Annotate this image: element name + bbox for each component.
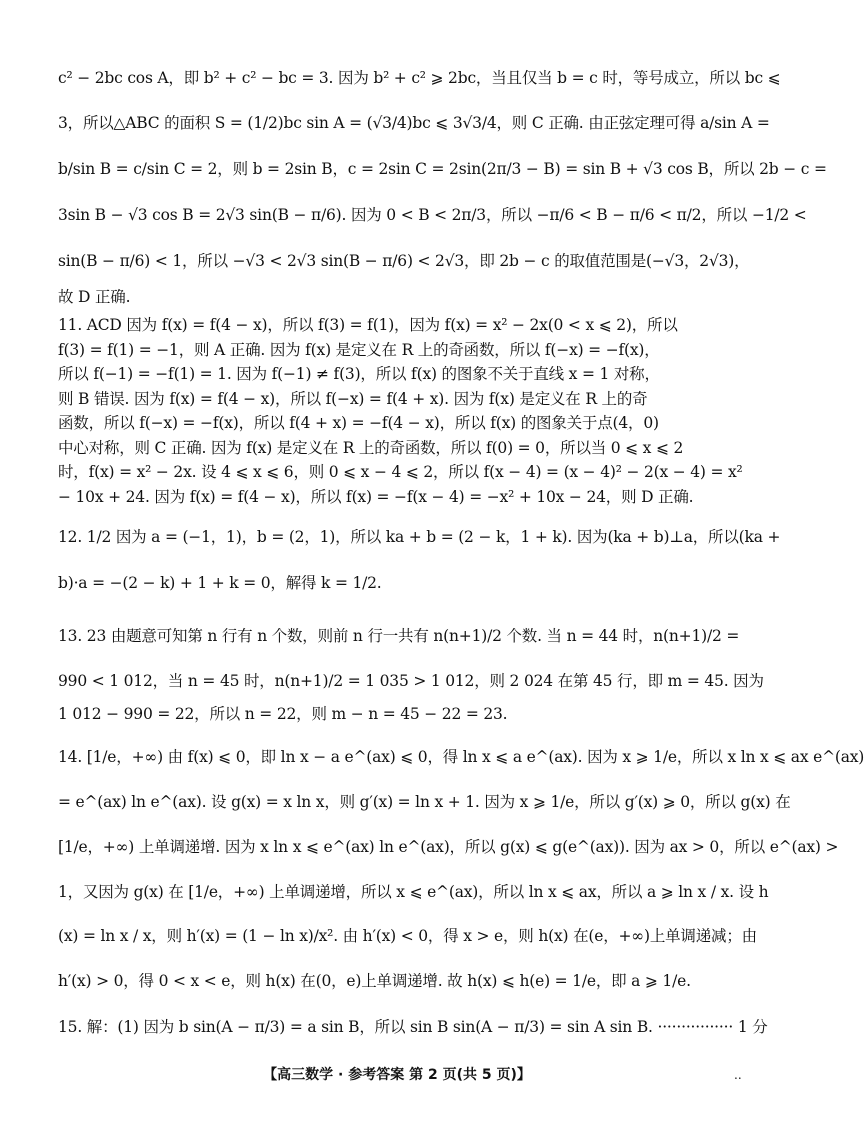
text-line: b)·a = −(2 − k) + 1 + k = 0，解得 k = 1/2.: [58, 574, 382, 592]
text-line: 3，所以△ABC 的面积 S = (1/2)bc sin A = (√3/4)bc ⩽ 3√3/4，则 C 正确. 由正弦定理可得 a/sin A =: [58, 114, 770, 132]
text-line: 14. [1/e，+∞) 由 f(x) ⩽ 0，即 ln x − a e^(ax) ⩽ 0，得 ln x ⩽ a e^(ax). 因为 x ⩾ 1/e，所以 x ln x ⩽ ax e^(ax): [58, 748, 864, 766]
text-line: (x) = ln x / x，则 h′(x) = (1 − ln x)/x². 由 h′(x) < 0，得 x > e，则 h(x) 在(e，+∞)上单调递减；由: [58, 927, 757, 945]
text-line: 所以 f(−1) = −f(1) = 1. 因为 f(−1) ≠ f(3)，所以 f(x) 的图象不关于直线 x = 1 对称，: [58, 365, 660, 383]
text-line: 故 D 正确.: [58, 288, 131, 306]
text-line: 990 < 1 012，当 n = 45 时，n(n+1)/2 = 1 035 > 1 012，则 2 024 在第 45 行，即 m = 45. 因为: [58, 672, 764, 690]
text-line: − 10x + 24. 因为 f(x) = f(4 − x)，所以 f(x) = −f(x − 4) = −x² + 10x − 24，则 D 正确.: [58, 488, 694, 506]
text-line: h′(x) > 0，得 0 < x < e，则 h(x) 在(0，e)上单调递增. 故 h(x) ⩽ h(e) = 1/e，即 a ⩾ 1/e.: [58, 972, 691, 990]
text-line: [1/e，+∞) 上单调递增. 因为 x ln x ⩽ e^(ax) ln e^(ax)，所以 g(x) ⩽ g(e^(ax)). 因为 ax > 0，所以 e^(ax) >: [58, 838, 839, 856]
text-line: = e^(ax) ln e^(ax). 设 g(x) = x ln x，则 g′(x) = ln x + 1. 因为 x ⩾ 1/e，所以 g′(x) ⩾ 0，所以 g(x) 在: [58, 793, 791, 811]
text-line: sin(B − π/6) < 1，所以 −√3 < 2√3 sin(B − π/6) < 2√3，即 2b − c 的取值范围是(−√3，2√3)，: [58, 252, 750, 270]
text-line: c² − 2bc cos A，即 b² + c² − bc = 3. 因为 b² + c² ⩾ 2bc，当且仅当 b = c 时，等号成立，所以 bc ⩽: [58, 69, 781, 87]
text-line: 3sin B − √3 cos B = 2√3 sin(B − π/6). 因为 0 < B < 2π/3，所以 −π/6 < B − π/6 < π/2，所以 −1/2 <: [58, 206, 807, 224]
text-line: b/sin B = c/sin C = 2，则 b = 2sin B，c = 2sin C = 2sin(2π/3 − B) = sin B + √3 cos B，所以 2b − c =: [58, 160, 827, 178]
page-mark: ..: [734, 1068, 742, 1082]
text-line: 中心对称，则 C 正确. 因为 f(x) 是定义在 R 上的奇函数，所以 f(0) = 0，所以当 0 ⩽ x ⩽ 2: [58, 439, 684, 457]
text-line: 1 012 − 990 = 22，所以 n = 22，则 m − n = 45 − 22 = 23.: [58, 705, 508, 723]
text-line: 12. 1/2 因为 a = (−1，1)，b = (2，1)，所以 ka + b = (2 − k，1 + k). 因为(ka + b)⊥a，所以(ka +: [58, 528, 781, 546]
text-line: 11. ACD 因为 f(x) = f(4 − x)，所以 f(3) = f(1)，因为 f(x) = x² − 2x(0 < x ⩽ 2)，所以: [58, 316, 678, 334]
text-line: 时，f(x) = x² − 2x. 设 4 ⩽ x ⩽ 6，则 0 ⩽ x − 4 ⩽ 2，所以 f(x − 4) = (x − 4)² − 2(x − 4) = x²: [58, 463, 743, 481]
text-line: 函数，所以 f(−x) = −f(x)，所以 f(4 + x) = −f(4 − x)，所以 f(x) 的图象关于点(4，0): [58, 414, 659, 432]
text-line: 15. 解：(1) 因为 b sin(A − π/3) = a sin B，所以 sin B sin(A − π/3) = sin A sin B. ················ 1 分: [58, 1018, 768, 1036]
page-footer: 【高三数学 · 参考答案 第 2 页(共 5 页)】: [263, 1067, 531, 1083]
text-line: 则 B 错误. 因为 f(x) = f(4 − x)，所以 f(−x) = f(4 + x). 因为 f(x) 是定义在 R 上的奇: [58, 390, 648, 408]
text-line: 13. 23 由题意可知第 n 行有 n 个数，则前 n 行一共有 n(n+1)/2 个数. 当 n = 44 时，n(n+1)/2 =: [58, 627, 740, 645]
text-line: 1，又因为 g(x) 在 [1/e，+∞) 上单调递增，所以 x ⩽ e^(ax)，所以 ln x ⩽ ax，所以 a ⩾ ln x / x. 设 h: [58, 883, 769, 901]
text-line: f(3) = f(1) = −1，则 A 正确. 因为 f(x) 是定义在 R 上的奇函数，所以 f(−x) = −f(x)，: [58, 341, 660, 359]
